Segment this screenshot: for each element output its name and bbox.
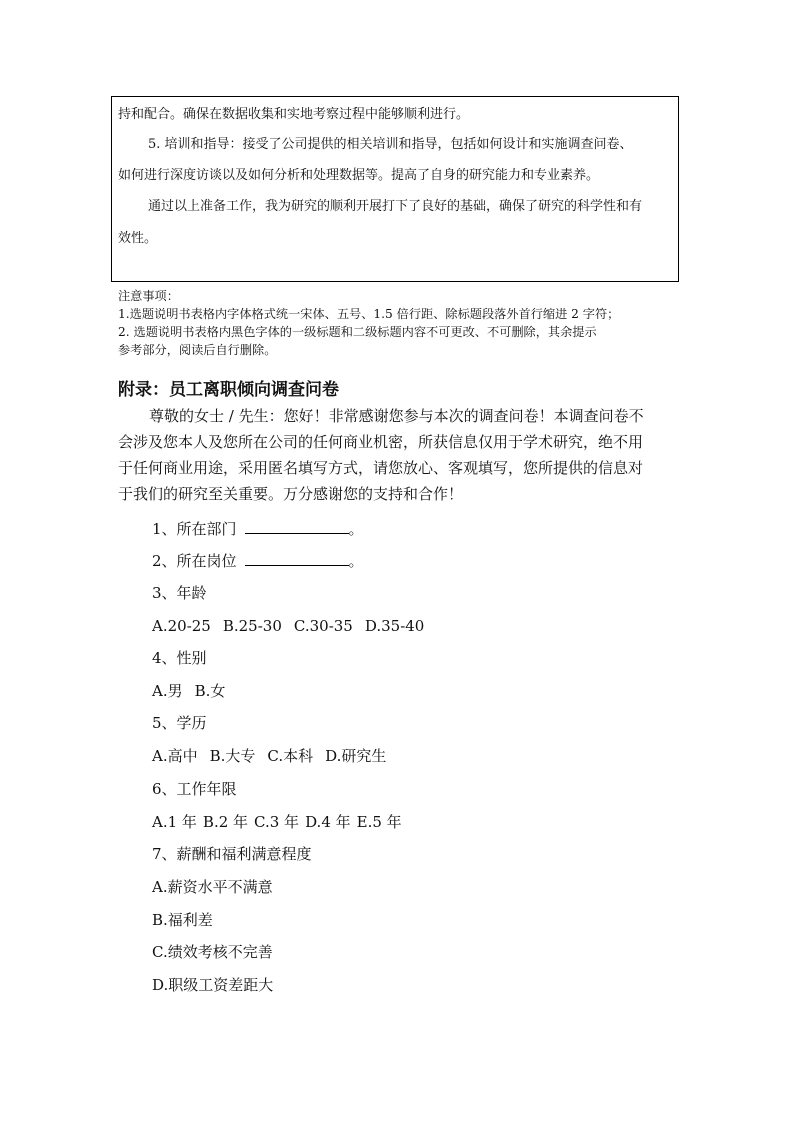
work-years-options <box>152 812 402 832</box>
intro-line: 于任何商业用途，采用匿名填写方式，请您放心、客观填写，您所提供的信息对 <box>118 459 644 477</box>
question-education: 5、学历 <box>152 714 207 732</box>
option-a[interactable]: A.薪资水平不满意 <box>152 878 273 896</box>
department-blank-field[interactable] <box>245 518 349 534</box>
question-label: 1、所在部门 <box>152 520 237 538</box>
question-suffix: 。 <box>348 520 364 538</box>
question-pay-satisfaction: 7、薪酬和福利满意程度 <box>152 845 312 863</box>
option-a[interactable]: A.1 年 <box>152 813 197 831</box>
option-a[interactable]: A.高中 <box>152 747 198 765</box>
notes-item: 2. 选题说明书表格内黑色字体的一级标题和二级标题内容不可更改、不可删除，其余提示 <box>118 325 597 339</box>
option-c[interactable]: C.本科 <box>267 747 314 765</box>
question-label: 2、所在岗位 <box>152 552 237 570</box>
position-blank-field[interactable] <box>245 550 349 566</box>
question-gender: 4、性别 <box>152 649 207 667</box>
question-position <box>152 550 364 571</box>
question-age: 3、年龄 <box>152 584 207 602</box>
cell-text-line: 5. 培训和指导：接受了公司提供的相关培训和指导，包括如何设计和实施调查问卷、 <box>148 137 633 152</box>
option-e[interactable]: E.5 年 <box>356 813 402 831</box>
description-table-cell <box>111 96 679 282</box>
option-c[interactable]: C.绩效考核不完善 <box>152 943 273 961</box>
cell-text-line: 通过以上准备工作，我为研究的顺利开展打下了良好的基础，确保了研究的科学性和有 <box>148 199 643 214</box>
option-d[interactable]: D.研究生 <box>325 747 387 765</box>
option-b[interactable]: B.女 <box>194 682 226 700</box>
option-d[interactable]: D.35-40 <box>364 617 425 635</box>
question-suffix: 。 <box>348 552 364 570</box>
appendix-title: 附录：员工离职倾向调查问卷 <box>118 380 339 400</box>
gender-options <box>152 681 225 701</box>
age-options <box>152 616 424 636</box>
question-department <box>152 518 364 539</box>
option-a[interactable]: A.20-25 <box>152 617 211 635</box>
option-c[interactable]: C.3 年 <box>254 813 300 831</box>
cell-text-line: 持和配合。确保在数据收集和实地考察过程中能够顺利进行。 <box>118 107 470 122</box>
option-b[interactable]: B.大专 <box>209 747 256 765</box>
option-c[interactable]: C.30-35 <box>293 617 353 635</box>
option-b[interactable]: B.2 年 <box>202 813 249 831</box>
option-a[interactable]: A.男 <box>152 682 183 700</box>
intro-line: 会涉及您本人及您所在公司的任何商业机密，所获信息仅用于学术研究，绝不用 <box>118 433 644 451</box>
option-d[interactable]: D.职级工资差距大 <box>152 976 274 994</box>
intro-line: 于我们的研究至关重要。万分感谢您的支持和合作！ <box>118 485 464 503</box>
option-b[interactable]: B.福利差 <box>152 911 213 929</box>
option-b[interactable]: B.25-30 <box>222 617 282 635</box>
notes-heading: 注意事项： <box>118 289 179 303</box>
intro-line: 尊敬的女士 / 先生：您好！非常感谢您参与本次的调查问卷！本调查问卷不 <box>149 407 644 425</box>
question-work-years: 6、工作年限 <box>152 780 237 798</box>
cell-text-line: 效性。 <box>118 231 158 246</box>
questionnaire-intro <box>118 403 680 507</box>
notes-item: 参考部分，阅读后自行删除。 <box>118 343 277 357</box>
option-d[interactable]: D.4 年 <box>305 813 351 831</box>
education-options <box>152 746 386 766</box>
cell-text-line: 如何进行深度访谈以及如何分析和处理数据等。提高了自身的研究能力和专业素养。 <box>118 168 600 183</box>
notes-section <box>118 287 682 359</box>
notes-item: 1.选题说明书表格内字体格式统一宋体、五号、1.5 倍行距、除标题段落外首行缩进 2 字符； <box>118 307 620 321</box>
